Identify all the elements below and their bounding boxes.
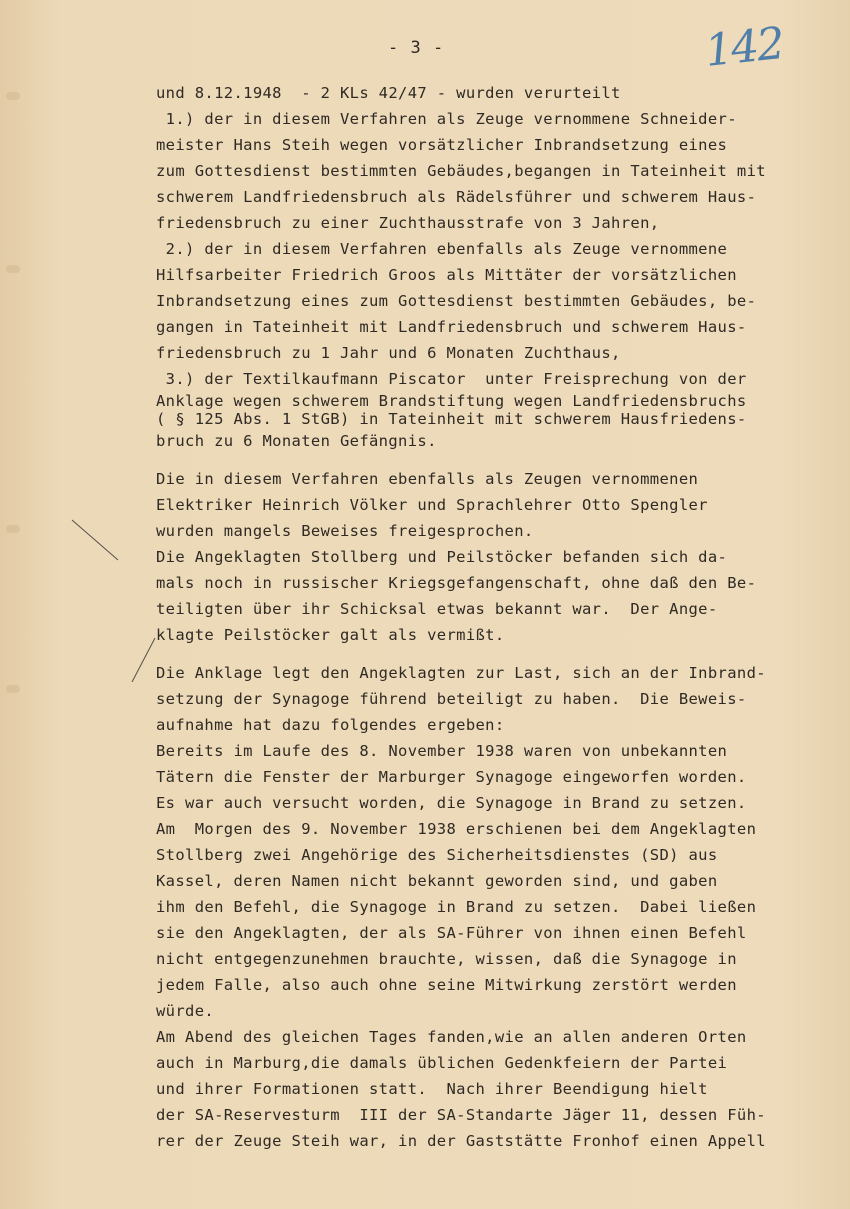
text-line: klagte Peilstöcker galt als vermißt. <box>156 626 505 644</box>
text-line: friedensbruch zu einer Zuchthausstrafe von 3 Jahren, <box>156 214 660 232</box>
text-line: Tätern die Fenster der Marburger Synagoge eingeworfen worden. <box>156 768 747 786</box>
pencil-stroke <box>132 638 155 682</box>
pencil-stroke <box>72 520 118 560</box>
text-line: Am Abend des gleichen Tages fanden,wie an allen anderen Orten <box>156 1028 747 1046</box>
text-line: Anklage wegen schwerem Brandstiftung wegen Landfriedensbruchs <box>156 392 747 410</box>
text-line: nicht entgegenzunehmen brauchte, wissen, daß die Synagoge in <box>156 950 737 968</box>
text-line: ihm den Befehl, die Synagoge in Brand zu setzen. Dabei ließen <box>156 898 757 916</box>
text-line: Die in diesem Verfahren ebenfalls als Zeugen vernommenen <box>156 470 699 488</box>
text-line: bruch zu 6 Monaten Gefängnis. <box>156 432 437 450</box>
text-line: schwerem Landfriedensbruch als Rädelsführer und schwerem Haus- <box>156 188 757 206</box>
text-line: Bereits im Laufe des 8. November 1938 waren von unbekannten <box>156 742 728 760</box>
text-line: Kassel, deren Namen nicht bekannt geworden sind, und gaben <box>156 872 718 890</box>
text-line: Am Morgen des 9. November 1938 erschienen bei dem Angeklagten <box>156 820 757 838</box>
text-line: Die Anklage legt den Angeklagten zur Last, sich an der Inbrand- <box>156 664 766 682</box>
text-line: sie den Angeklagten, der als SA-Führer von ihnen einen Befehl <box>156 924 747 942</box>
text-line: Inbrandsetzung eines zum Gottesdienst bestimmten Gebäudes, be- <box>156 292 757 310</box>
text-line: meister Hans Steih wegen vorsätzlicher Inbrandsetzung eines <box>156 136 728 154</box>
typed-body-text <box>156 80 836 1154</box>
handwritten-folio-number: 142 <box>702 18 786 77</box>
text-line: und 8.12.1948 - 2 KLs 42/47 - wurden verurteilt <box>156 84 621 102</box>
page-number: - 3 - <box>388 38 445 58</box>
text-line: würde. <box>156 1002 215 1020</box>
text-line: aufnahme hat dazu folgendes ergeben: <box>156 716 505 734</box>
text-line: setzung der Synagoge führend beteiligt zu haben. Die Beweis- <box>156 690 747 708</box>
text-line: der SA-Reservesturm III der SA-Standarte Jäger 11, dessen Füh- <box>156 1106 766 1124</box>
text-line: Hilfsarbeiter Friedrich Groos als Mittäter der vorsätzlichen <box>156 266 737 284</box>
text-line: Stollberg zwei Angehörige des Sicherheitsdienstes (SD) aus <box>156 846 718 864</box>
text-line: 1.) der in diesem Verfahren als Zeuge vernommene Schneider- <box>156 110 737 128</box>
text-line: zum Gottesdienst bestimmten Gebäudes,begangen in Tateinheit mit <box>156 162 766 180</box>
paragraph-gap <box>156 648 836 660</box>
text-line: wurden mangels Beweises freigesprochen. <box>156 522 534 540</box>
text-line: auch in Marburg,die damals üblichen Gedenkfeiern der Partei <box>156 1054 728 1072</box>
text-line: 2.) der in diesem Verfahren ebenfalls als Zeuge vernommene <box>156 240 728 258</box>
text-line: gangen in Tateinheit mit Landfriedensbruch und schwerem Haus- <box>156 318 747 336</box>
text-line: rer der Zeuge Steih war, in der Gaststätte Fronhof einen Appell <box>156 1132 766 1150</box>
text-line: jedem Falle, also auch ohne seine Mitwirkung zerstört werden <box>156 976 737 994</box>
text-line: 3.) der Textilkaufmann Piscator unter Freisprechung von der <box>156 370 747 388</box>
text-line: und ihrer Formationen statt. Nach ihrer Beendigung hielt <box>156 1080 708 1098</box>
text-line: teiligten über ihr Schicksal etwas bekannt war. Der Ange- <box>156 600 718 618</box>
text-line: Es war auch versucht worden, die Synagoge in Brand zu setzen. <box>156 794 747 812</box>
text-line: Elektriker Heinrich Völker und Sprachlehrer Otto Spengler <box>156 496 708 514</box>
text-line: ( § 125 Abs. 1 StGB) in Tateinheit mit schwerem Hausfriedens- <box>156 410 747 428</box>
text-line: mals noch in russischer Kriegsgefangenschaft, ohne daß den Be- <box>156 574 757 592</box>
paragraph-gap <box>156 454 836 466</box>
text-line: friedensbruch zu 1 Jahr und 6 Monaten Zuchthaus, <box>156 344 621 362</box>
text-line: Die Angeklagten Stollberg und Peilstöcker befanden sich da- <box>156 548 728 566</box>
